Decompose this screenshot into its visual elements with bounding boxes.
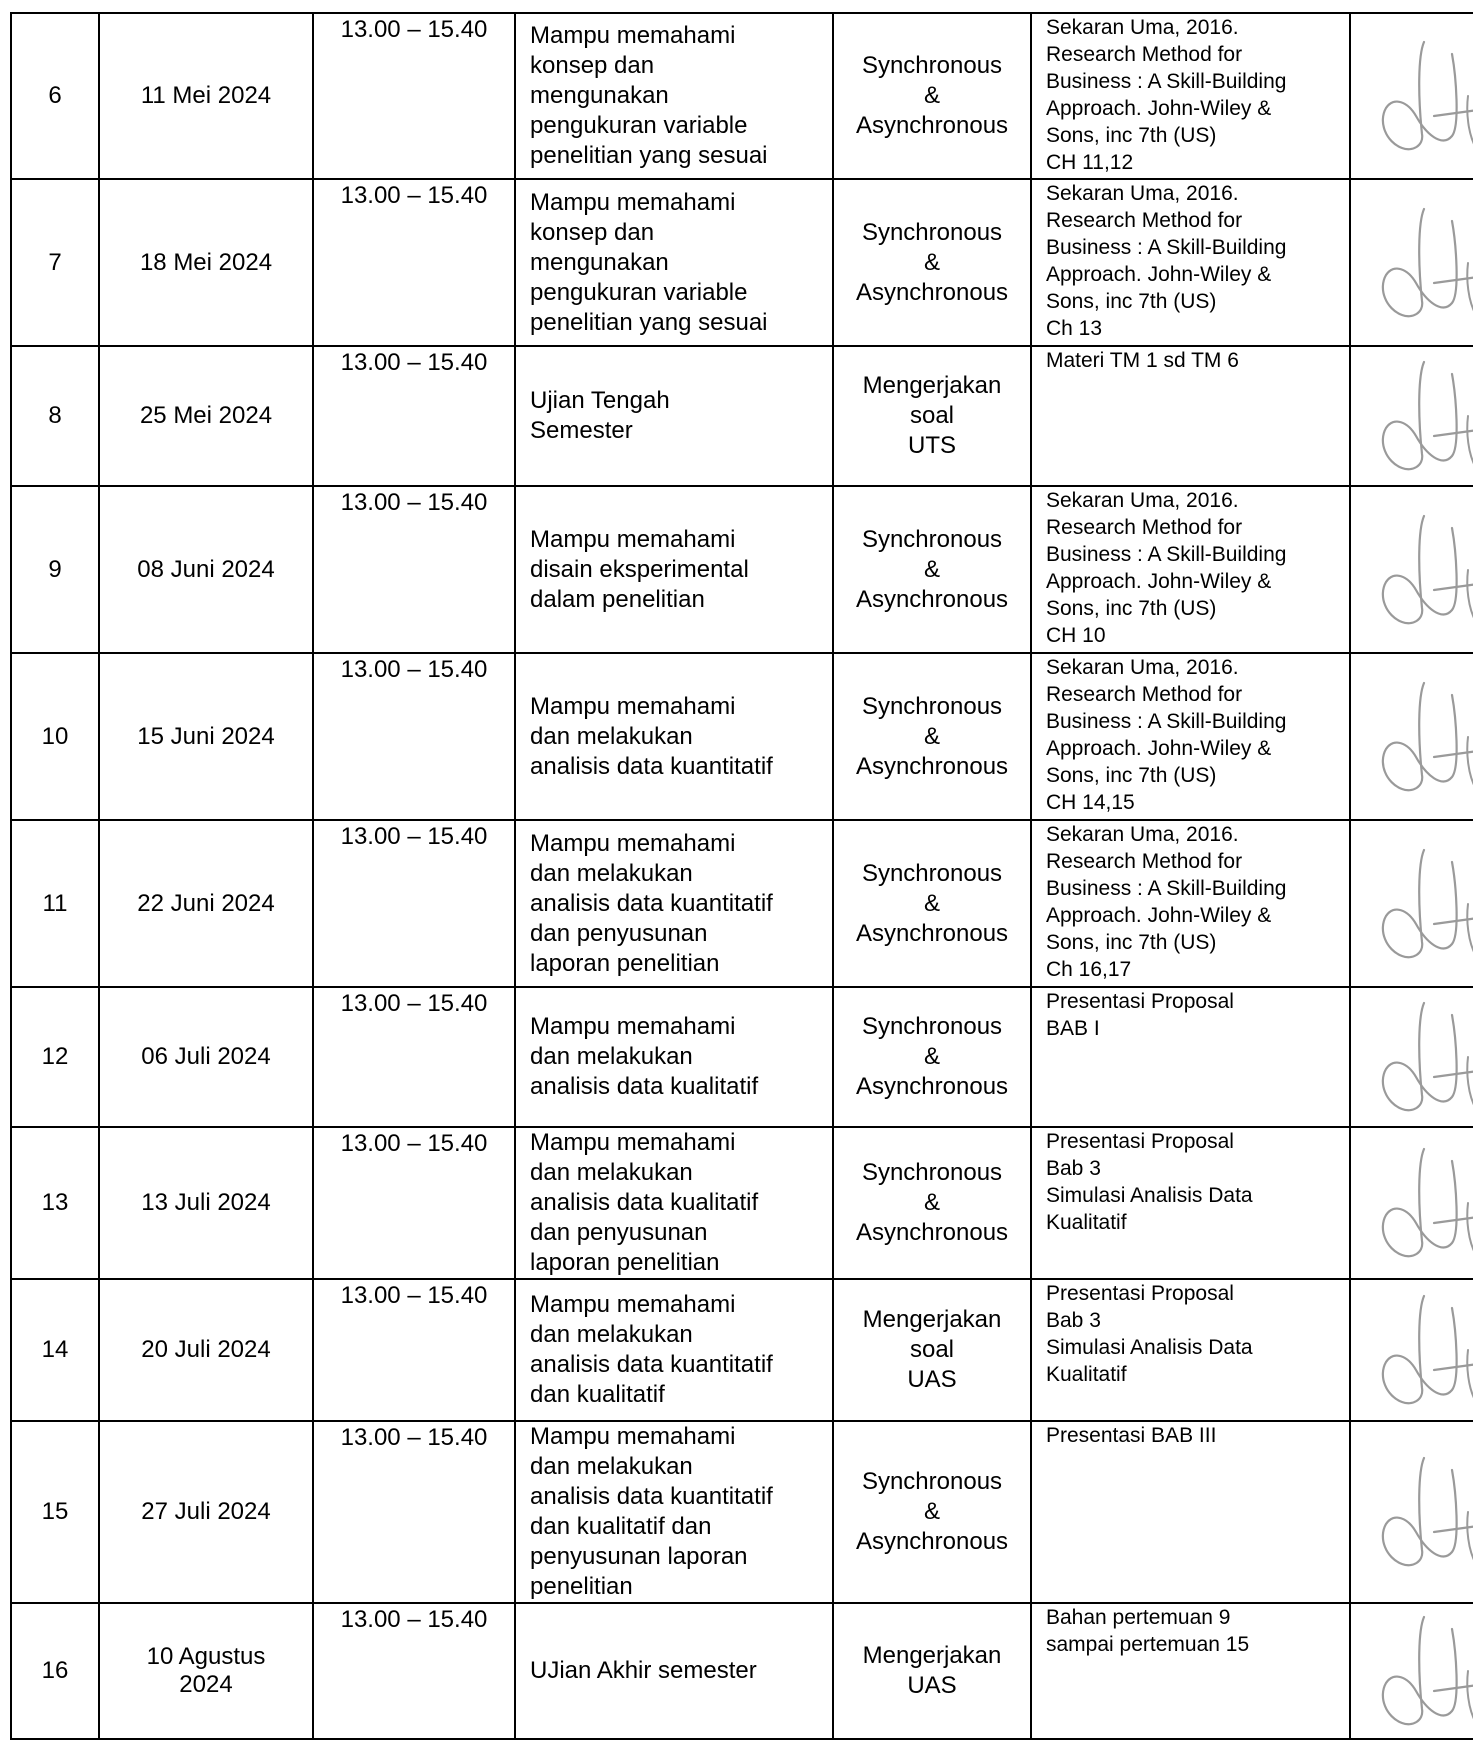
objective-line: Mampu memahami	[530, 692, 736, 720]
reference-line: Ch 16,17	[1046, 958, 1132, 981]
objective-line: penyusunan laporan	[530, 1543, 748, 1570]
reference	[1031, 346, 1350, 486]
objective-line: mengunakan	[530, 248, 669, 276]
meeting-time: 13.00 – 15.40	[313, 13, 515, 179]
reference-line: Presentasi BAB III	[1046, 1424, 1217, 1447]
reference-line: Business : A Skill-Building	[1046, 70, 1287, 93]
table-row	[11, 179, 1473, 346]
signature-icon	[1372, 1290, 1473, 1410]
objective-line: penelitian yang sesuai	[530, 308, 768, 336]
reference-line: Approach. John-Wiley &	[1046, 904, 1272, 927]
learning-method	[833, 179, 1031, 346]
objective-line: analisis data kuantitatif	[530, 752, 773, 780]
reference	[1031, 179, 1350, 346]
learning-method	[833, 653, 1031, 820]
method-line: Synchronous	[861, 52, 1003, 79]
reference	[1031, 1127, 1350, 1279]
signature-icon	[1372, 1452, 1473, 1572]
reference-line: Sekaran Uma, 2016.	[1046, 182, 1239, 205]
objective-line: analisis data kualitatif	[530, 1073, 759, 1100]
reference-line: Sons, inc 7th (US)	[1046, 931, 1217, 954]
objective-line: konsep dan	[530, 52, 655, 79]
learning-method	[833, 346, 1031, 486]
method-line: Asynchronous	[855, 752, 1009, 780]
signature-icon	[1372, 997, 1473, 1117]
objective-line: Ujian Tengah	[530, 387, 670, 414]
signature-cell	[1350, 1421, 1473, 1603]
method-line: Synchronous	[861, 692, 1003, 720]
reference	[1031, 653, 1350, 820]
signature-cell	[1350, 179, 1473, 346]
objective-line: dan melakukan	[530, 859, 693, 887]
objective-line: pengukuran variable	[530, 112, 748, 139]
signature-cell	[1350, 987, 1473, 1127]
method-line: Asynchronous	[855, 1073, 1009, 1100]
objective-line: dan melakukan	[530, 1159, 693, 1186]
meeting-time: 13.00 – 15.40	[313, 987, 515, 1127]
objective-line: konsep dan	[530, 218, 655, 246]
reference-line: Research Method for	[1046, 516, 1243, 539]
method-line: &	[923, 555, 940, 583]
learning-objective	[515, 1603, 833, 1739]
objective-line: Mampu memahami	[530, 829, 736, 857]
reference-line: Presentasi Proposal	[1046, 990, 1234, 1013]
signature-icon	[1372, 1143, 1473, 1263]
method-line: UAS	[907, 1672, 957, 1699]
signature-icon	[1372, 510, 1473, 630]
method-line: &	[923, 82, 940, 109]
meeting-date: 13 Juli 2024	[99, 1127, 313, 1279]
objective-line: mengunakan	[530, 82, 669, 109]
learning-objective	[515, 820, 833, 987]
meeting-number: 14	[11, 1279, 99, 1421]
reference-line: Ch 13	[1046, 317, 1103, 340]
meeting-time: 13.00 – 15.40	[313, 1421, 515, 1603]
signature-icon	[1372, 1611, 1473, 1731]
reference-line: Sekaran Uma, 2016.	[1046, 16, 1239, 39]
table-row	[11, 1127, 1473, 1279]
reference-line: Simulasi Analisis Data	[1046, 1336, 1253, 1359]
method-line: Asynchronous	[855, 919, 1009, 947]
meeting-time: 13.00 – 15.40	[313, 1279, 515, 1421]
meeting-number: 9	[11, 486, 99, 653]
reference-line: Bab 3	[1046, 1157, 1101, 1180]
method-line: Mengerjakan	[862, 372, 1002, 399]
signature-icon	[1372, 36, 1473, 156]
reference-line: Presentasi Proposal	[1046, 1130, 1234, 1153]
objective-line: penelitian yang sesuai	[530, 142, 768, 169]
reference-line: BAB I	[1046, 1017, 1100, 1040]
learning-method	[833, 486, 1031, 653]
table-row	[11, 346, 1473, 486]
meeting-date: 10 Agustus 2024	[99, 1603, 313, 1739]
objective-line: dan melakukan	[530, 1043, 693, 1070]
reference-line: Sons, inc 7th (US)	[1046, 764, 1217, 787]
method-line: Synchronous	[861, 525, 1003, 553]
objective-line: Mampu memahami	[530, 525, 736, 553]
objective-line: pengukuran variable	[530, 278, 748, 306]
method-line: Synchronous	[861, 1159, 1003, 1186]
method-line: &	[923, 889, 940, 917]
reference-line: sampai pertemuan 15	[1046, 1633, 1250, 1656]
objective-line: analisis data kuantitatif	[530, 1351, 773, 1378]
signature-icon	[1372, 356, 1473, 476]
learning-method	[833, 13, 1031, 179]
method-line: Asynchronous	[855, 112, 1009, 139]
learning-method	[833, 1279, 1031, 1421]
method-line: Synchronous	[861, 218, 1003, 246]
reference-line: Bab 3	[1046, 1309, 1101, 1332]
table-row	[11, 1421, 1473, 1603]
signature-cell	[1350, 486, 1473, 653]
learning-objective	[515, 1279, 833, 1421]
method-line: Synchronous	[861, 859, 1003, 887]
method-line: Mengerjakan	[862, 1642, 1002, 1669]
table-row	[11, 486, 1473, 653]
objective-line: laporan penelitian	[530, 949, 720, 977]
method-line: &	[923, 1043, 940, 1070]
objective-line: dan melakukan	[530, 722, 693, 750]
method-line: &	[923, 1498, 940, 1525]
objective-line: UJian Akhir semester	[530, 1657, 757, 1684]
learning-objective	[515, 346, 833, 486]
table-row	[11, 653, 1473, 820]
objective-line: analisis data kuantitatif	[530, 889, 773, 917]
reference-line: Materi TM 1 sd TM 6	[1046, 349, 1239, 372]
table-row	[11, 13, 1473, 179]
method-line: soal	[909, 402, 955, 429]
reference-line: Sekaran Uma, 2016.	[1046, 823, 1239, 846]
learning-objective	[515, 1127, 833, 1279]
learning-objective	[515, 987, 833, 1127]
signature-cell	[1350, 346, 1473, 486]
method-line: Asynchronous	[855, 1219, 1009, 1246]
reference-line: CH 11,12	[1046, 151, 1134, 174]
learning-method	[833, 1603, 1031, 1739]
table-row	[11, 987, 1473, 1127]
learning-method	[833, 1127, 1031, 1279]
reference-line: CH 14,15	[1046, 791, 1135, 814]
reference-line: Kualitatif	[1046, 1363, 1127, 1386]
reference-line: Business : A Skill-Building	[1046, 710, 1287, 733]
objective-line: dan penyusunan	[530, 919, 708, 947]
reference	[1031, 13, 1350, 179]
learning-objective	[515, 13, 833, 179]
method-line: Synchronous	[861, 1468, 1003, 1495]
objective-line: laporan penelitian	[530, 1249, 720, 1276]
meeting-time: 13.00 – 15.40	[313, 1603, 515, 1739]
objective-line: Semester	[530, 417, 633, 444]
objective-line: Mampu memahami	[530, 22, 736, 49]
signature-icon	[1372, 203, 1473, 323]
reference	[1031, 486, 1350, 653]
method-line: soal	[909, 1336, 955, 1363]
learning-objective	[515, 179, 833, 346]
learning-method	[833, 820, 1031, 987]
reference-line: Approach. John-Wiley &	[1046, 570, 1272, 593]
meeting-time: 13.00 – 15.40	[313, 1127, 515, 1279]
reference-line: Business : A Skill-Building	[1046, 236, 1287, 259]
reference-line: Kualitatif	[1046, 1211, 1127, 1234]
objective-line: dan kualitatif dan	[530, 1513, 712, 1540]
method-line: Asynchronous	[855, 585, 1009, 613]
reference-line: Sons, inc 7th (US)	[1046, 124, 1217, 147]
signature-cell	[1350, 1603, 1473, 1739]
method-line: UTS	[908, 432, 956, 459]
reference-line: Sons, inc 7th (US)	[1046, 290, 1217, 313]
objective-line: analisis data kuantitatif	[530, 1483, 773, 1510]
method-line: Synchronous	[861, 1013, 1003, 1040]
reference-line: Approach. John-Wiley &	[1046, 263, 1272, 286]
objective-line: dan kualitatif	[530, 1381, 665, 1408]
signature-cell	[1350, 1127, 1473, 1279]
meeting-date: 06 Juli 2024	[99, 987, 313, 1127]
meeting-number: 16	[11, 1603, 99, 1739]
learning-method	[833, 987, 1031, 1127]
reference-line: Business : A Skill-Building	[1046, 543, 1287, 566]
reference-line: Simulasi Analisis Data	[1046, 1184, 1253, 1207]
objective-line: Mampu memahami	[530, 1291, 736, 1318]
method-line: Asynchronous	[855, 1528, 1009, 1555]
meeting-time: 13.00 – 15.40	[313, 486, 515, 653]
signature-cell	[1350, 1279, 1473, 1421]
signature-cell	[1350, 13, 1473, 179]
meeting-number: 13	[11, 1127, 99, 1279]
reference-line: Sons, inc 7th (US)	[1046, 597, 1217, 620]
method-line: UAS	[907, 1366, 957, 1393]
meeting-time: 13.00 – 15.40	[313, 653, 515, 820]
meeting-number: 8	[11, 346, 99, 486]
signature-cell	[1350, 820, 1473, 987]
learning-objective	[515, 486, 833, 653]
table-row	[11, 1603, 1473, 1739]
schedule-table	[10, 12, 1473, 1740]
meeting-date: 15 Juni 2024	[99, 653, 313, 820]
reference-line: Business : A Skill-Building	[1046, 877, 1287, 900]
reference	[1031, 820, 1350, 987]
objective-line: dan penyusunan	[530, 1219, 708, 1246]
method-line: &	[923, 248, 940, 276]
table-row	[11, 1279, 1473, 1421]
meeting-date: 18 Mei 2024	[99, 179, 313, 346]
objective-line: dalam penelitian	[530, 585, 705, 613]
meeting-number: 7	[11, 179, 99, 346]
reference	[1031, 1279, 1350, 1421]
method-line: &	[923, 722, 940, 750]
reference-line: Approach. John-Wiley &	[1046, 97, 1272, 120]
method-line: Mengerjakan	[862, 1306, 1002, 1333]
objective-line: penelitian	[530, 1573, 633, 1600]
objective-line: Mampu memahami	[530, 1129, 736, 1156]
meeting-date: 25 Mei 2024	[99, 346, 313, 486]
meeting-number: 6	[11, 13, 99, 179]
objective-line: dan melakukan	[530, 1321, 693, 1348]
objective-line: dan melakukan	[530, 1453, 693, 1480]
reference-line: Presentasi Proposal	[1046, 1282, 1234, 1305]
meeting-number: 11	[11, 820, 99, 987]
meeting-time: 13.00 – 15.40	[313, 346, 515, 486]
meeting-date: 27 Juli 2024	[99, 1421, 313, 1603]
meeting-date: 22 Juni 2024	[99, 820, 313, 987]
method-line: &	[923, 1189, 940, 1216]
meeting-number: 12	[11, 987, 99, 1127]
meeting-date: 11 Mei 2024	[99, 13, 313, 179]
objective-line: Mampu memahami	[530, 1423, 736, 1450]
reference-line: Sekaran Uma, 2016.	[1046, 489, 1239, 512]
meeting-number: 15	[11, 1421, 99, 1603]
objective-line: Mampu memahami	[530, 1013, 736, 1040]
objective-line: analisis data kualitatif	[530, 1189, 759, 1216]
reference	[1031, 1421, 1350, 1603]
learning-objective	[515, 1421, 833, 1603]
learning-objective	[515, 653, 833, 820]
reference	[1031, 1603, 1350, 1739]
method-line: Asynchronous	[855, 278, 1009, 306]
reference-line: Bahan pertemuan 9	[1046, 1606, 1231, 1629]
signature-icon	[1372, 677, 1473, 797]
signature-icon	[1372, 844, 1473, 964]
schedule-body	[11, 13, 1473, 1739]
meeting-time: 13.00 – 15.40	[313, 820, 515, 987]
meeting-number: 10	[11, 653, 99, 820]
objective-line: Mampu memahami	[530, 188, 736, 216]
reference-line: CH 10	[1046, 624, 1106, 647]
learning-method	[833, 1421, 1031, 1603]
reference-line: Research Method for	[1046, 209, 1243, 232]
table-row	[11, 820, 1473, 987]
reference-line: Research Method for	[1046, 850, 1243, 873]
reference-line: Research Method for	[1046, 43, 1243, 66]
objective-line: disain eksperimental	[530, 555, 749, 583]
reference	[1031, 987, 1350, 1127]
meeting-time: 13.00 – 15.40	[313, 179, 515, 346]
meeting-date: 20 Juli 2024	[99, 1279, 313, 1421]
meeting-date: 08 Juni 2024	[99, 486, 313, 653]
signature-cell	[1350, 653, 1473, 820]
reference-line: Research Method for	[1046, 683, 1243, 706]
reference-line: Sekaran Uma, 2016.	[1046, 656, 1239, 679]
reference-line: Approach. John-Wiley &	[1046, 737, 1272, 760]
